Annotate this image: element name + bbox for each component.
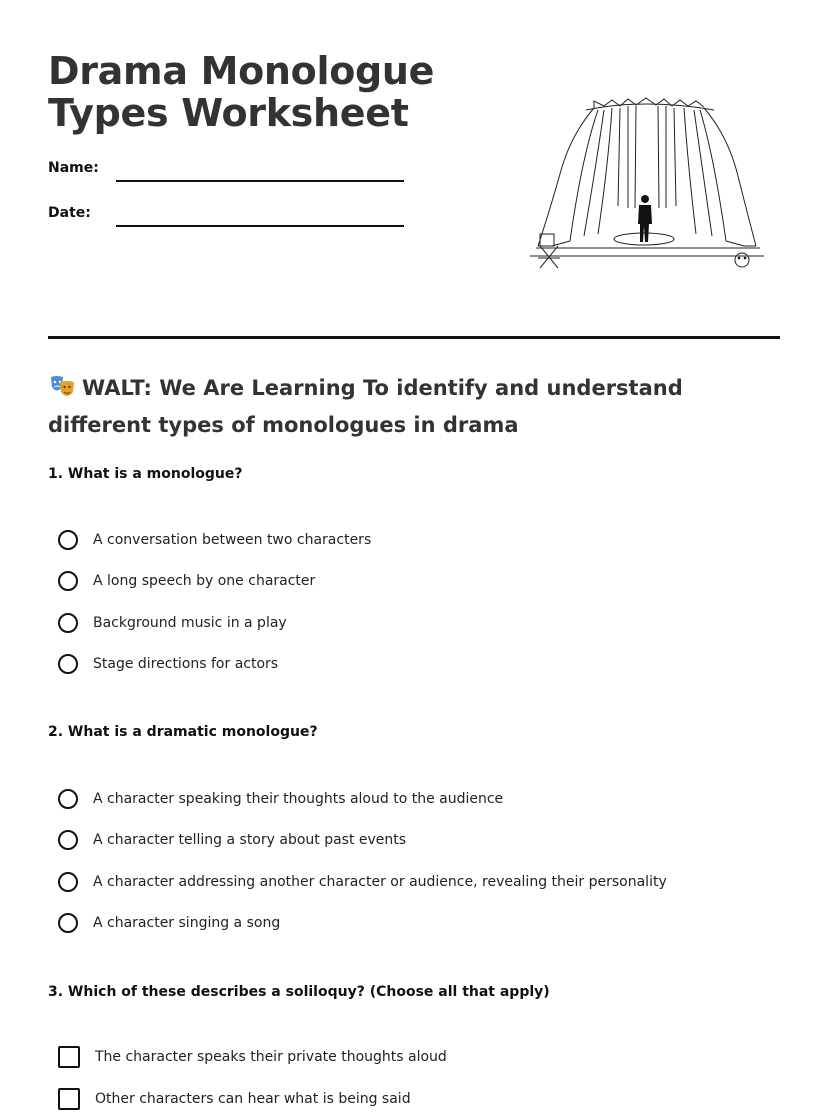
radio-button[interactable] [58, 530, 78, 550]
option-label: A character addressing another character or audience, revealing their personality [93, 874, 667, 890]
option-label: The character speaks their private thoughts aloud [95, 1049, 447, 1065]
option-label: Background music in a play [93, 615, 287, 631]
q2-option-1[interactable] [58, 787, 503, 811]
radio-button[interactable] [58, 613, 78, 633]
date-field[interactable] [116, 225, 404, 227]
radio-button[interactable] [58, 872, 78, 892]
question-2-prompt: 2. What is a dramatic monologue? [48, 724, 318, 740]
section-divider [48, 336, 780, 339]
option-label: Other characters can hear what is being said [95, 1091, 411, 1107]
walt-text: WALT: We Are Learning To identify and understand different types of monologues in drama [48, 376, 683, 437]
q2-option-2[interactable] [58, 828, 406, 852]
option-label: A character telling a story about past events [93, 832, 407, 848]
theater-stage-illustration [524, 96, 772, 276]
walt-heading [48, 370, 788, 444]
theater-masks-icon [48, 374, 76, 400]
q2-option-3[interactable] [58, 870, 667, 894]
name-label: Name: [48, 160, 99, 176]
checkbox[interactable] [58, 1088, 80, 1110]
q1-option-3[interactable] [58, 611, 287, 635]
question-1-prompt: 1. What is a monologue? [48, 466, 243, 482]
option-label: A long speech by one character [93, 573, 316, 589]
radio-button[interactable] [58, 654, 78, 674]
option-label: A conversation between two characters [93, 532, 372, 548]
option-label: A character speaking their thoughts aloud to the audience [93, 791, 504, 807]
radio-button[interactable] [58, 913, 78, 933]
q1-option-4[interactable] [58, 652, 278, 676]
question-3-prompt: 3. Which of these describes a soliloquy? (Choose all that apply) [48, 984, 550, 1000]
radio-button[interactable] [58, 830, 78, 850]
radio-button[interactable] [58, 571, 78, 591]
worksheet-title [48, 50, 488, 134]
q1-option-2[interactable] [58, 569, 315, 593]
checkbox[interactable] [58, 1046, 80, 1068]
title-line-1: Drama Monologue [48, 49, 435, 93]
radio-button[interactable] [58, 789, 78, 809]
option-label: A character singing a song [93, 915, 281, 931]
q3-option-1[interactable] [58, 1045, 447, 1069]
q2-option-4[interactable] [58, 911, 280, 935]
name-field[interactable] [116, 180, 404, 182]
q1-option-1[interactable] [58, 528, 371, 552]
title-line-2: Types Worksheet [48, 91, 409, 135]
option-label: Stage directions for actors [93, 656, 279, 672]
date-label: Date: [48, 205, 91, 221]
q3-option-2[interactable] [58, 1087, 411, 1111]
